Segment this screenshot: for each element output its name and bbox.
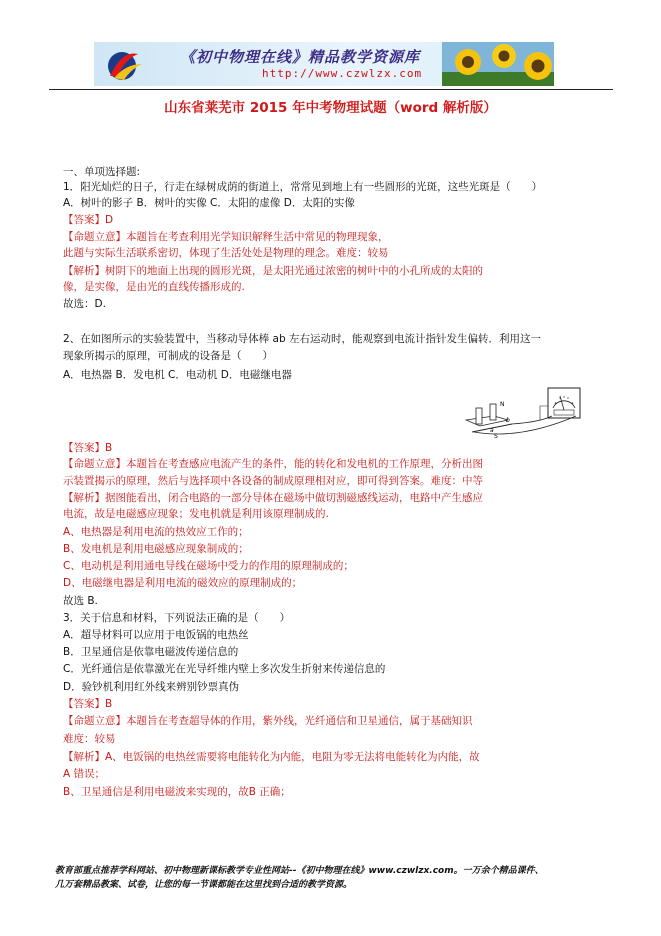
q3-answer: 【答案】B <box>63 698 113 710</box>
q3-option: A．超导材料可以应用于电饭锅的电热丝 <box>63 629 249 641</box>
q2-analysis-line: 电流，故是电磁感应现象；发电机就是利用该原理制成的. <box>63 508 329 520</box>
q2-intent-line: 示装置揭示的原理，然后与选择项中各设备的制成原理相对应，即可得到答案。难度：中等 <box>63 475 483 487</box>
footer-line: 教育部重点推荐学科网站、初中物理新课标教学专业性网站--《初中物理在线》www.czwlzx.com。一万余个精品课件、 <box>55 866 544 876</box>
q2-option-explain: D、电磁继电器是利用电流的磁效应的原理制成的； <box>63 577 303 589</box>
sunflower-image <box>442 42 554 86</box>
q1-intent-line: 【命题立意】本题旨在考查利用光学知识解释生活中常见的物理现象， <box>63 231 389 243</box>
q3-stem: 3．关于信息和材料，下列说法正确的是（ ） <box>63 612 291 624</box>
fig-label-b: b <box>506 417 510 424</box>
q3-intent-line: 难度：较易 <box>63 733 116 745</box>
q3-option: B．卫星通信是依靠电磁波传递信息的 <box>63 646 239 658</box>
document-title: 山东省莱芜市 2015 年中考物理试题（word 解析版） <box>164 100 497 116</box>
fig-label-n: N <box>500 401 505 408</box>
q2-answer: 【答案】B <box>63 442 113 454</box>
q1-analysis-line: 【解析】树阴下的地面上出现的圆形光斑，是太阳光通过浓密的树叶中的小孔所成的太阳的 <box>63 265 483 277</box>
footer-line: 几万套精品教案、试卷，让您的每一节课都能在这里找到合适的教学资源。 <box>55 880 353 890</box>
q3-option: C．光纤通信是依靠激光在光导纤维内壁上多次发生折射来传递信息的 <box>63 663 386 675</box>
q2-option-explain: A、电热器是利用电流的热效应工作的； <box>63 526 249 538</box>
q2-intent-line: 【命题立意】本题旨在考查感应电流产生的条件，能的转化和发电机的工作原理，分析出图 <box>63 458 483 470</box>
q3-analysis-line: B、卫星通信是利用电磁波来实现的，故B 正确； <box>63 786 291 798</box>
fig-label-a: a <box>490 427 494 434</box>
q2-option-explain: C、电动机是利用通电导线在磁场中受力的作用的原理制成的； <box>63 560 354 572</box>
q3-intent-line: 【命题立意】本题旨在考查超导体的作用，紫外线，光纤通信和卫星通信，属于基础知识 <box>63 715 473 727</box>
site-logo <box>104 46 144 82</box>
section-heading: 一、单项选择题: <box>63 166 141 178</box>
q3-analysis-line: 【解析】A、电饭锅的电热丝需要将电能转化为内能，电阻为零无法将电能转化为内能，故 <box>63 751 480 763</box>
q3-analysis-line: A 错误； <box>63 768 106 780</box>
q1-options: A．树叶的影子 B．树叶的实像 C．太阳的虚像 D．太阳的实像 <box>63 197 355 209</box>
q1-answer: 【答案】D <box>63 214 114 226</box>
q2-analysis-line: 【解析】据图能看出，闭合电路的一部分导体在磁场中做切割磁感线运动，电路中产生感应 <box>63 492 483 504</box>
q2-stem-line: 现象所揭示的原理，可制成的设备是（ ） <box>63 350 273 362</box>
induction-apparatus-figure <box>460 386 596 440</box>
q2-conclusion: 故选 B. <box>63 595 98 607</box>
q3-option: D．验钞机利用红外线来辨别钞票真伪 <box>63 681 240 693</box>
q1-stem: 1．阳光灿烂的日子，行走在绿树成荫的街道上，常常见到地上有一些圆形的光斑，这些光斑是（ ） <box>63 181 543 193</box>
fig-label-s: S <box>494 433 498 440</box>
q2-option-explain: B、发电机是利用电磁感应现象制成的； <box>63 543 249 555</box>
q1-intent-line: 此题与实际生活联系密切，体现了生活处处是物理的理念。难度：较易 <box>63 247 389 259</box>
q2-options: A．电热器 B．发电机 C．电动机 D．电磁继电器 <box>63 369 292 381</box>
banner-slogan: 《初中物理在线》精品教学资源库 <box>180 48 421 66</box>
q1-conclusion: 故选：D. <box>63 298 106 310</box>
header-banner <box>94 42 554 86</box>
q2-stem-line: 2、在如图所示的实验装置中，当移动导体棒 ab 左右运动时，能观察到电流计指针发生偏转．利用这一 <box>63 333 541 345</box>
banner-url[interactable]: http://www.czwlzx.com <box>262 67 423 80</box>
header-divider <box>49 89 613 90</box>
q1-analysis-line: 像，是实像，是由光的直线传播形成的. <box>63 281 245 293</box>
